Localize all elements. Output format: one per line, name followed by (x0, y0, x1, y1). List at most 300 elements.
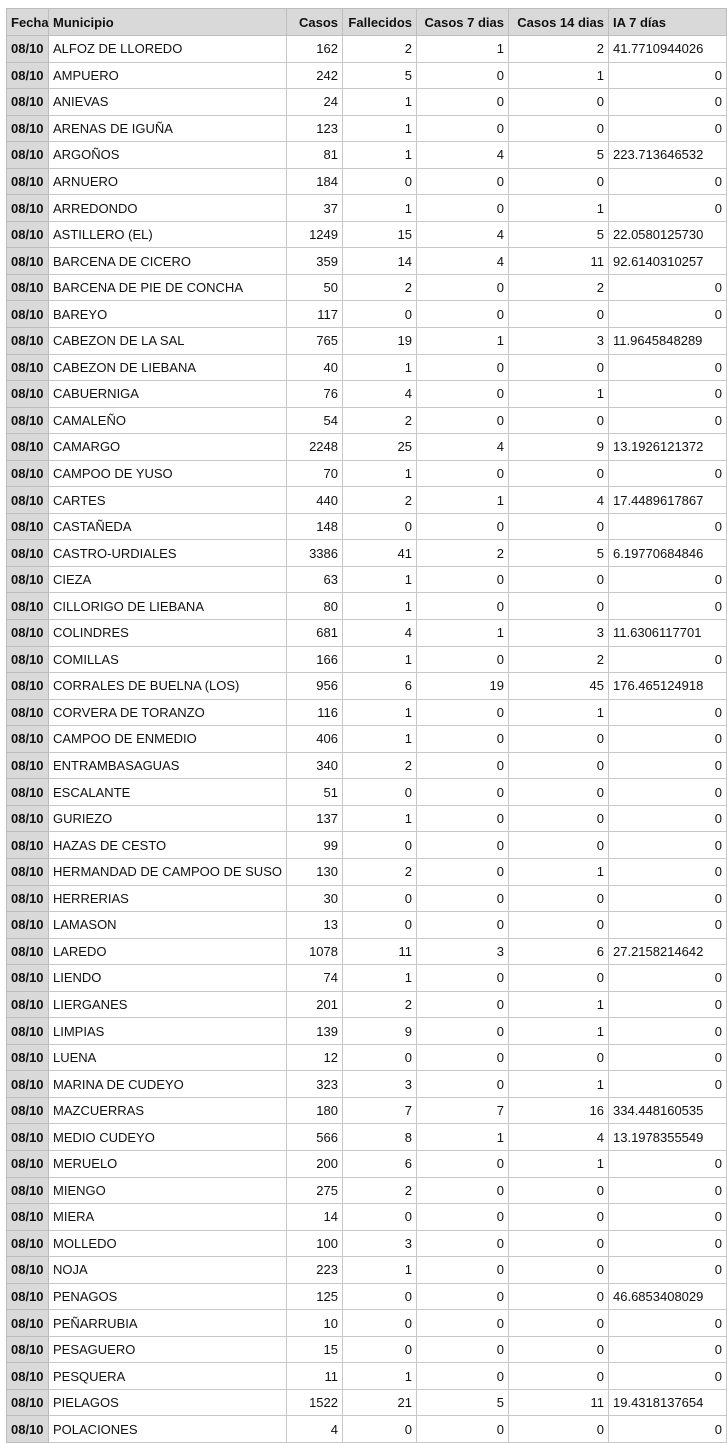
municipio-cell[interactable]: MERUELO (49, 1150, 287, 1177)
casos-7-dias-cell[interactable]: 0 (417, 858, 509, 885)
ia-7-dias-cell[interactable]: 41.7710944026 (609, 36, 727, 63)
ia-7-dias-cell[interactable]: 0 (609, 115, 727, 142)
fecha-cell[interactable]: 08/10 (7, 832, 49, 859)
municipio-cell[interactable]: CASTRO-URDIALES (49, 540, 287, 567)
ia-7-dias-cell[interactable]: 0 (609, 1018, 727, 1045)
casos-14-dias-cell[interactable]: 1 (509, 1071, 609, 1098)
fallecidos-cell[interactable]: 2 (343, 752, 417, 779)
fecha-cell[interactable]: 08/10 (7, 434, 49, 461)
casos-14-dias-cell[interactable]: 45 (509, 673, 609, 700)
header-municipio[interactable]: Municipio (49, 9, 287, 36)
casos-14-dias-cell[interactable]: 2 (509, 274, 609, 301)
casos-14-dias-cell[interactable]: 0 (509, 168, 609, 195)
fecha-cell[interactable]: 08/10 (7, 301, 49, 328)
header-fecha[interactable]: Fecha (7, 9, 49, 36)
fallecidos-cell[interactable]: 2 (343, 487, 417, 514)
casos-14-dias-cell[interactable]: 0 (509, 965, 609, 992)
casos-cell[interactable]: 184 (287, 168, 343, 195)
fallecidos-cell[interactable]: 1 (343, 195, 417, 222)
ia-7-dias-cell[interactable]: 0 (609, 195, 727, 222)
municipio-cell[interactable]: CABUERNIGA (49, 381, 287, 408)
fecha-cell[interactable]: 08/10 (7, 646, 49, 673)
casos-7-dias-cell[interactable]: 0 (417, 779, 509, 806)
header-casos-14-dias[interactable]: Casos 14 dias (509, 9, 609, 36)
casos-14-dias-cell[interactable]: 0 (509, 354, 609, 381)
casos-7-dias-cell[interactable]: 0 (417, 832, 509, 859)
municipio-cell[interactable]: ARENAS DE IGUÑA (49, 115, 287, 142)
municipio-cell[interactable]: NOJA (49, 1257, 287, 1284)
header-casos[interactable]: Casos (287, 9, 343, 36)
casos-14-dias-cell[interactable]: 0 (509, 912, 609, 939)
casos-cell[interactable]: 1249 (287, 221, 343, 248)
fallecidos-cell[interactable]: 8 (343, 1124, 417, 1151)
casos-14-dias-cell[interactable]: 0 (509, 1044, 609, 1071)
ia-7-dias-cell[interactable]: 22.0580125730 (609, 221, 727, 248)
ia-7-dias-cell[interactable]: 0 (609, 1336, 727, 1363)
casos-cell[interactable]: 223 (287, 1257, 343, 1284)
ia-7-dias-cell[interactable]: 0 (609, 301, 727, 328)
fecha-cell[interactable]: 08/10 (7, 36, 49, 63)
municipio-cell[interactable]: CAMPOO DE ENMEDIO (49, 726, 287, 753)
casos-14-dias-cell[interactable]: 0 (509, 1257, 609, 1284)
casos-14-dias-cell[interactable]: 0 (509, 1336, 609, 1363)
ia-7-dias-cell[interactable]: 0 (609, 89, 727, 116)
casos-14-dias-cell[interactable]: 1 (509, 195, 609, 222)
fecha-cell[interactable]: 08/10 (7, 620, 49, 647)
casos-7-dias-cell[interactable]: 0 (417, 566, 509, 593)
ia-7-dias-cell[interactable]: 0 (609, 513, 727, 540)
ia-7-dias-cell[interactable]: 0 (609, 1310, 727, 1337)
municipio-cell[interactable]: COMILLAS (49, 646, 287, 673)
casos-7-dias-cell[interactable]: 0 (417, 89, 509, 116)
casos-14-dias-cell[interactable]: 0 (509, 779, 609, 806)
ia-7-dias-cell[interactable]: 0 (609, 1230, 727, 1257)
casos-cell[interactable]: 125 (287, 1283, 343, 1310)
municipio-cell[interactable]: ARREDONDO (49, 195, 287, 222)
fallecidos-cell[interactable]: 1 (343, 726, 417, 753)
fallecidos-cell[interactable]: 1 (343, 1257, 417, 1284)
municipio-cell[interactable]: CORRALES DE BUELNA (LOS) (49, 673, 287, 700)
casos-7-dias-cell[interactable]: 0 (417, 1310, 509, 1337)
fecha-cell[interactable]: 08/10 (7, 460, 49, 487)
fecha-cell[interactable]: 08/10 (7, 381, 49, 408)
fecha-cell[interactable]: 08/10 (7, 62, 49, 89)
ia-7-dias-cell[interactable]: 0 (609, 354, 727, 381)
municipio-cell[interactable]: ASTILLERO (EL) (49, 221, 287, 248)
casos-14-dias-cell[interactable]: 0 (509, 1230, 609, 1257)
casos-cell[interactable]: 24 (287, 89, 343, 116)
casos-7-dias-cell[interactable]: 0 (417, 805, 509, 832)
fecha-cell[interactable]: 08/10 (7, 991, 49, 1018)
fallecidos-cell[interactable]: 0 (343, 1204, 417, 1231)
fecha-cell[interactable]: 08/10 (7, 142, 49, 169)
fallecidos-cell[interactable]: 9 (343, 1018, 417, 1045)
casos-14-dias-cell[interactable]: 0 (509, 1416, 609, 1443)
ia-7-dias-cell[interactable]: 13.1978355549 (609, 1124, 727, 1151)
casos-7-dias-cell[interactable]: 0 (417, 1044, 509, 1071)
casos-14-dias-cell[interactable]: 9 (509, 434, 609, 461)
casos-cell[interactable]: 13 (287, 912, 343, 939)
fecha-cell[interactable]: 08/10 (7, 779, 49, 806)
casos-14-dias-cell[interactable]: 5 (509, 221, 609, 248)
fallecidos-cell[interactable]: 1 (343, 115, 417, 142)
ia-7-dias-cell[interactable]: 17.4489617867 (609, 487, 727, 514)
fallecidos-cell[interactable]: 2 (343, 1177, 417, 1204)
casos-7-dias-cell[interactable]: 0 (417, 1363, 509, 1390)
casos-7-dias-cell[interactable]: 0 (417, 1018, 509, 1045)
casos-cell[interactable]: 323 (287, 1071, 343, 1098)
fallecidos-cell[interactable]: 2 (343, 36, 417, 63)
casos-14-dias-cell[interactable]: 0 (509, 1363, 609, 1390)
casos-cell[interactable]: 765 (287, 328, 343, 355)
municipio-cell[interactable]: CAMARGO (49, 434, 287, 461)
fallecidos-cell[interactable]: 1 (343, 1363, 417, 1390)
fallecidos-cell[interactable]: 4 (343, 620, 417, 647)
fecha-cell[interactable]: 08/10 (7, 89, 49, 116)
municipio-cell[interactable]: CILLORIGO DE LIEBANA (49, 593, 287, 620)
casos-7-dias-cell[interactable]: 0 (417, 699, 509, 726)
casos-14-dias-cell[interactable]: 16 (509, 1097, 609, 1124)
ia-7-dias-cell[interactable]: 11.6306117701 (609, 620, 727, 647)
casos-cell[interactable]: 1078 (287, 938, 343, 965)
ia-7-dias-cell[interactable]: 0 (609, 274, 727, 301)
fallecidos-cell[interactable]: 0 (343, 832, 417, 859)
casos-14-dias-cell[interactable]: 0 (509, 1177, 609, 1204)
fecha-cell[interactable]: 08/10 (7, 1310, 49, 1337)
ia-7-dias-cell[interactable]: 0 (609, 752, 727, 779)
fallecidos-cell[interactable]: 1 (343, 699, 417, 726)
ia-7-dias-cell[interactable]: 6.19770684846 (609, 540, 727, 567)
fecha-cell[interactable]: 08/10 (7, 1336, 49, 1363)
fecha-cell[interactable]: 08/10 (7, 1389, 49, 1416)
municipio-cell[interactable]: ENTRAMBASAGUAS (49, 752, 287, 779)
municipio-cell[interactable]: ARGOÑOS (49, 142, 287, 169)
fallecidos-cell[interactable]: 0 (343, 885, 417, 912)
casos-cell[interactable]: 681 (287, 620, 343, 647)
casos-7-dias-cell[interactable]: 0 (417, 168, 509, 195)
fecha-cell[interactable]: 08/10 (7, 752, 49, 779)
municipio-cell[interactable]: AMPUERO (49, 62, 287, 89)
casos-cell[interactable]: 12 (287, 1044, 343, 1071)
fallecidos-cell[interactable]: 1 (343, 566, 417, 593)
casos-14-dias-cell[interactable]: 2 (509, 36, 609, 63)
casos-7-dias-cell[interactable]: 0 (417, 991, 509, 1018)
fallecidos-cell[interactable]: 2 (343, 407, 417, 434)
casos-14-dias-cell[interactable]: 3 (509, 328, 609, 355)
fallecidos-cell[interactable]: 3 (343, 1230, 417, 1257)
header-fallecidos[interactable]: Fallecidos (343, 9, 417, 36)
casos-14-dias-cell[interactable]: 0 (509, 407, 609, 434)
fallecidos-cell[interactable]: 0 (343, 168, 417, 195)
casos-cell[interactable]: 275 (287, 1177, 343, 1204)
casos-14-dias-cell[interactable]: 0 (509, 513, 609, 540)
ia-7-dias-cell[interactable]: 11.9645848289 (609, 328, 727, 355)
casos-cell[interactable]: 359 (287, 248, 343, 275)
fecha-cell[interactable]: 08/10 (7, 885, 49, 912)
municipio-cell[interactable]: PENAGOS (49, 1283, 287, 1310)
fecha-cell[interactable]: 08/10 (7, 1204, 49, 1231)
casos-7-dias-cell[interactable]: 0 (417, 1177, 509, 1204)
casos-14-dias-cell[interactable]: 0 (509, 832, 609, 859)
ia-7-dias-cell[interactable]: 0 (609, 726, 727, 753)
fecha-cell[interactable]: 08/10 (7, 487, 49, 514)
fallecidos-cell[interactable]: 0 (343, 301, 417, 328)
fallecidos-cell[interactable]: 2 (343, 991, 417, 1018)
casos-cell[interactable]: 40 (287, 354, 343, 381)
fecha-cell[interactable]: 08/10 (7, 673, 49, 700)
municipio-cell[interactable]: ANIEVAS (49, 89, 287, 116)
casos-7-dias-cell[interactable]: 0 (417, 407, 509, 434)
fecha-cell[interactable]: 08/10 (7, 195, 49, 222)
casos-cell[interactable]: 440 (287, 487, 343, 514)
municipio-cell[interactable]: POLACIONES (49, 1416, 287, 1443)
casos-cell[interactable]: 63 (287, 566, 343, 593)
fecha-cell[interactable]: 08/10 (7, 248, 49, 275)
municipio-cell[interactable]: LAREDO (49, 938, 287, 965)
casos-cell[interactable]: 74 (287, 965, 343, 992)
casos-7-dias-cell[interactable]: 0 (417, 381, 509, 408)
casos-7-dias-cell[interactable]: 7 (417, 1097, 509, 1124)
casos-cell[interactable]: 242 (287, 62, 343, 89)
casos-14-dias-cell[interactable]: 1 (509, 1150, 609, 1177)
casos-7-dias-cell[interactable]: 0 (417, 1257, 509, 1284)
casos-14-dias-cell[interactable]: 0 (509, 1204, 609, 1231)
casos-14-dias-cell[interactable]: 2 (509, 646, 609, 673)
municipio-cell[interactable]: PEÑARRUBIA (49, 1310, 287, 1337)
municipio-cell[interactable]: MEDIO CUDEYO (49, 1124, 287, 1151)
municipio-cell[interactable]: CABEZON DE LIEBANA (49, 354, 287, 381)
casos-14-dias-cell[interactable]: 11 (509, 1389, 609, 1416)
casos-7-dias-cell[interactable]: 4 (417, 221, 509, 248)
fallecidos-cell[interactable]: 15 (343, 221, 417, 248)
ia-7-dias-cell[interactable]: 0 (609, 646, 727, 673)
fecha-cell[interactable]: 08/10 (7, 726, 49, 753)
fecha-cell[interactable]: 08/10 (7, 354, 49, 381)
casos-cell[interactable]: 76 (287, 381, 343, 408)
fecha-cell[interactable]: 08/10 (7, 540, 49, 567)
municipio-cell[interactable]: MAZCUERRAS (49, 1097, 287, 1124)
fallecidos-cell[interactable]: 3 (343, 1071, 417, 1098)
fecha-cell[interactable]: 08/10 (7, 1363, 49, 1390)
casos-7-dias-cell[interactable]: 0 (417, 1204, 509, 1231)
municipio-cell[interactable]: HAZAS DE CESTO (49, 832, 287, 859)
fallecidos-cell[interactable]: 0 (343, 1336, 417, 1363)
fecha-cell[interactable]: 08/10 (7, 1416, 49, 1443)
casos-cell[interactable]: 54 (287, 407, 343, 434)
fecha-cell[interactable]: 08/10 (7, 1097, 49, 1124)
casos-7-dias-cell[interactable]: 0 (417, 965, 509, 992)
casos-7-dias-cell[interactable]: 0 (417, 62, 509, 89)
ia-7-dias-cell[interactable]: 0 (609, 832, 727, 859)
fallecidos-cell[interactable]: 0 (343, 513, 417, 540)
fallecidos-cell[interactable]: 1 (343, 142, 417, 169)
fecha-cell[interactable]: 08/10 (7, 593, 49, 620)
casos-7-dias-cell[interactable]: 0 (417, 1071, 509, 1098)
casos-14-dias-cell[interactable]: 0 (509, 301, 609, 328)
fecha-cell[interactable]: 08/10 (7, 1044, 49, 1071)
fallecidos-cell[interactable]: 0 (343, 1283, 417, 1310)
casos-cell[interactable]: 139 (287, 1018, 343, 1045)
casos-7-dias-cell[interactable]: 4 (417, 434, 509, 461)
casos-14-dias-cell[interactable]: 0 (509, 1310, 609, 1337)
fallecidos-cell[interactable]: 0 (343, 779, 417, 806)
casos-14-dias-cell[interactable]: 0 (509, 752, 609, 779)
ia-7-dias-cell[interactable]: 0 (609, 912, 727, 939)
casos-cell[interactable]: 80 (287, 593, 343, 620)
fecha-cell[interactable]: 08/10 (7, 1283, 49, 1310)
municipio-cell[interactable]: PIELAGOS (49, 1389, 287, 1416)
casos-7-dias-cell[interactable]: 0 (417, 354, 509, 381)
ia-7-dias-cell[interactable]: 0 (609, 1257, 727, 1284)
casos-cell[interactable]: 117 (287, 301, 343, 328)
casos-cell[interactable]: 956 (287, 673, 343, 700)
casos-cell[interactable]: 148 (287, 513, 343, 540)
casos-14-dias-cell[interactable]: 1 (509, 699, 609, 726)
fecha-cell[interactable]: 08/10 (7, 965, 49, 992)
casos-7-dias-cell[interactable]: 0 (417, 593, 509, 620)
casos-7-dias-cell[interactable]: 0 (417, 460, 509, 487)
casos-cell[interactable]: 123 (287, 115, 343, 142)
municipio-cell[interactable]: PESAGUERO (49, 1336, 287, 1363)
municipio-cell[interactable]: ALFOZ DE LLOREDO (49, 36, 287, 63)
casos-cell[interactable]: 4 (287, 1416, 343, 1443)
fallecidos-cell[interactable]: 41 (343, 540, 417, 567)
municipio-cell[interactable]: ESCALANTE (49, 779, 287, 806)
fallecidos-cell[interactable]: 6 (343, 673, 417, 700)
casos-7-dias-cell[interactable]: 3 (417, 938, 509, 965)
fallecidos-cell[interactable]: 2 (343, 274, 417, 301)
casos-7-dias-cell[interactable]: 0 (417, 115, 509, 142)
ia-7-dias-cell[interactable]: 0 (609, 1150, 727, 1177)
ia-7-dias-cell[interactable]: 0 (609, 566, 727, 593)
casos-7-dias-cell[interactable]: 1 (417, 328, 509, 355)
municipio-cell[interactable]: HERMANDAD DE CAMPOO DE SUSO (49, 858, 287, 885)
casos-cell[interactable]: 70 (287, 460, 343, 487)
fecha-cell[interactable]: 08/10 (7, 168, 49, 195)
casos-7-dias-cell[interactable]: 0 (417, 885, 509, 912)
fecha-cell[interactable]: 08/10 (7, 513, 49, 540)
casos-14-dias-cell[interactable]: 1 (509, 381, 609, 408)
casos-cell[interactable]: 116 (287, 699, 343, 726)
casos-14-dias-cell[interactable]: 4 (509, 1124, 609, 1151)
casos-cell[interactable]: 10 (287, 1310, 343, 1337)
casos-7-dias-cell[interactable]: 5 (417, 1389, 509, 1416)
municipio-cell[interactable]: HERRERIAS (49, 885, 287, 912)
fallecidos-cell[interactable]: 0 (343, 912, 417, 939)
ia-7-dias-cell[interactable]: 0 (609, 991, 727, 1018)
casos-cell[interactable]: 51 (287, 779, 343, 806)
ia-7-dias-cell[interactable]: 223.713646532 (609, 142, 727, 169)
casos-cell[interactable]: 50 (287, 274, 343, 301)
casos-14-dias-cell[interactable]: 5 (509, 142, 609, 169)
header-ia-7-dias[interactable]: IA 7 días (609, 9, 727, 36)
casos-cell[interactable]: 37 (287, 195, 343, 222)
fecha-cell[interactable]: 08/10 (7, 858, 49, 885)
fallecidos-cell[interactable]: 0 (343, 1044, 417, 1071)
casos-7-dias-cell[interactable]: 2 (417, 540, 509, 567)
casos-cell[interactable]: 2248 (287, 434, 343, 461)
ia-7-dias-cell[interactable]: 0 (609, 858, 727, 885)
ia-7-dias-cell[interactable]: 27.2158214642 (609, 938, 727, 965)
fecha-cell[interactable]: 08/10 (7, 805, 49, 832)
casos-cell[interactable]: 200 (287, 1150, 343, 1177)
fecha-cell[interactable]: 08/10 (7, 1124, 49, 1151)
fallecidos-cell[interactable]: 4 (343, 381, 417, 408)
casos-cell[interactable]: 11 (287, 1363, 343, 1390)
fecha-cell[interactable]: 08/10 (7, 115, 49, 142)
municipio-cell[interactable]: PESQUERA (49, 1363, 287, 1390)
casos-7-dias-cell[interactable]: 1 (417, 620, 509, 647)
ia-7-dias-cell[interactable]: 13.1926121372 (609, 434, 727, 461)
municipio-cell[interactable]: CORVERA DE TORANZO (49, 699, 287, 726)
casos-cell[interactable]: 166 (287, 646, 343, 673)
municipio-cell[interactable]: CASTAÑEDA (49, 513, 287, 540)
casos-7-dias-cell[interactable]: 19 (417, 673, 509, 700)
casos-14-dias-cell[interactable]: 0 (509, 1283, 609, 1310)
ia-7-dias-cell[interactable]: 19.4318137654 (609, 1389, 727, 1416)
fecha-cell[interactable]: 08/10 (7, 1257, 49, 1284)
fallecidos-cell[interactable]: 5 (343, 62, 417, 89)
casos-7-dias-cell[interactable]: 0 (417, 912, 509, 939)
municipio-cell[interactable]: LAMASON (49, 912, 287, 939)
fallecidos-cell[interactable]: 19 (343, 328, 417, 355)
header-casos-7-dias[interactable]: Casos 7 dias (417, 9, 509, 36)
casos-14-dias-cell[interactable]: 3 (509, 620, 609, 647)
casos-cell[interactable]: 30 (287, 885, 343, 912)
casos-cell[interactable]: 180 (287, 1097, 343, 1124)
fallecidos-cell[interactable]: 0 (343, 1310, 417, 1337)
ia-7-dias-cell[interactable]: 334.448160535 (609, 1097, 727, 1124)
ia-7-dias-cell[interactable]: 176.465124918 (609, 673, 727, 700)
fallecidos-cell[interactable]: 7 (343, 1097, 417, 1124)
fecha-cell[interactable]: 08/10 (7, 328, 49, 355)
municipio-cell[interactable]: MIERA (49, 1204, 287, 1231)
fecha-cell[interactable]: 08/10 (7, 938, 49, 965)
ia-7-dias-cell[interactable]: 0 (609, 460, 727, 487)
casos-cell[interactable]: 162 (287, 36, 343, 63)
casos-7-dias-cell[interactable]: 4 (417, 142, 509, 169)
ia-7-dias-cell[interactable]: 0 (609, 1363, 727, 1390)
casos-7-dias-cell[interactable]: 0 (417, 1283, 509, 1310)
casos-14-dias-cell[interactable]: 0 (509, 566, 609, 593)
ia-7-dias-cell[interactable]: 0 (609, 168, 727, 195)
fallecidos-cell[interactable]: 0 (343, 1416, 417, 1443)
fallecidos-cell[interactable]: 6 (343, 1150, 417, 1177)
casos-7-dias-cell[interactable]: 1 (417, 1124, 509, 1151)
fecha-cell[interactable]: 08/10 (7, 566, 49, 593)
fallecidos-cell[interactable]: 1 (343, 460, 417, 487)
casos-14-dias-cell[interactable]: 0 (509, 593, 609, 620)
fecha-cell[interactable]: 08/10 (7, 1177, 49, 1204)
ia-7-dias-cell[interactable]: 0 (609, 699, 727, 726)
casos-14-dias-cell[interactable]: 1 (509, 62, 609, 89)
casos-7-dias-cell[interactable]: 0 (417, 1416, 509, 1443)
casos-7-dias-cell[interactable]: 0 (417, 1150, 509, 1177)
casos-cell[interactable]: 81 (287, 142, 343, 169)
fallecidos-cell[interactable]: 14 (343, 248, 417, 275)
casos-cell[interactable]: 137 (287, 805, 343, 832)
ia-7-dias-cell[interactable]: 0 (609, 965, 727, 992)
fallecidos-cell[interactable]: 1 (343, 89, 417, 116)
municipio-cell[interactable]: BARCENA DE PIE DE CONCHA (49, 274, 287, 301)
ia-7-dias-cell[interactable]: 0 (609, 1416, 727, 1443)
municipio-cell[interactable]: LUENA (49, 1044, 287, 1071)
fecha-cell[interactable]: 08/10 (7, 912, 49, 939)
casos-cell[interactable]: 130 (287, 858, 343, 885)
municipio-cell[interactable]: MIENGO (49, 1177, 287, 1204)
casos-14-dias-cell[interactable]: 6 (509, 938, 609, 965)
fecha-cell[interactable]: 08/10 (7, 221, 49, 248)
